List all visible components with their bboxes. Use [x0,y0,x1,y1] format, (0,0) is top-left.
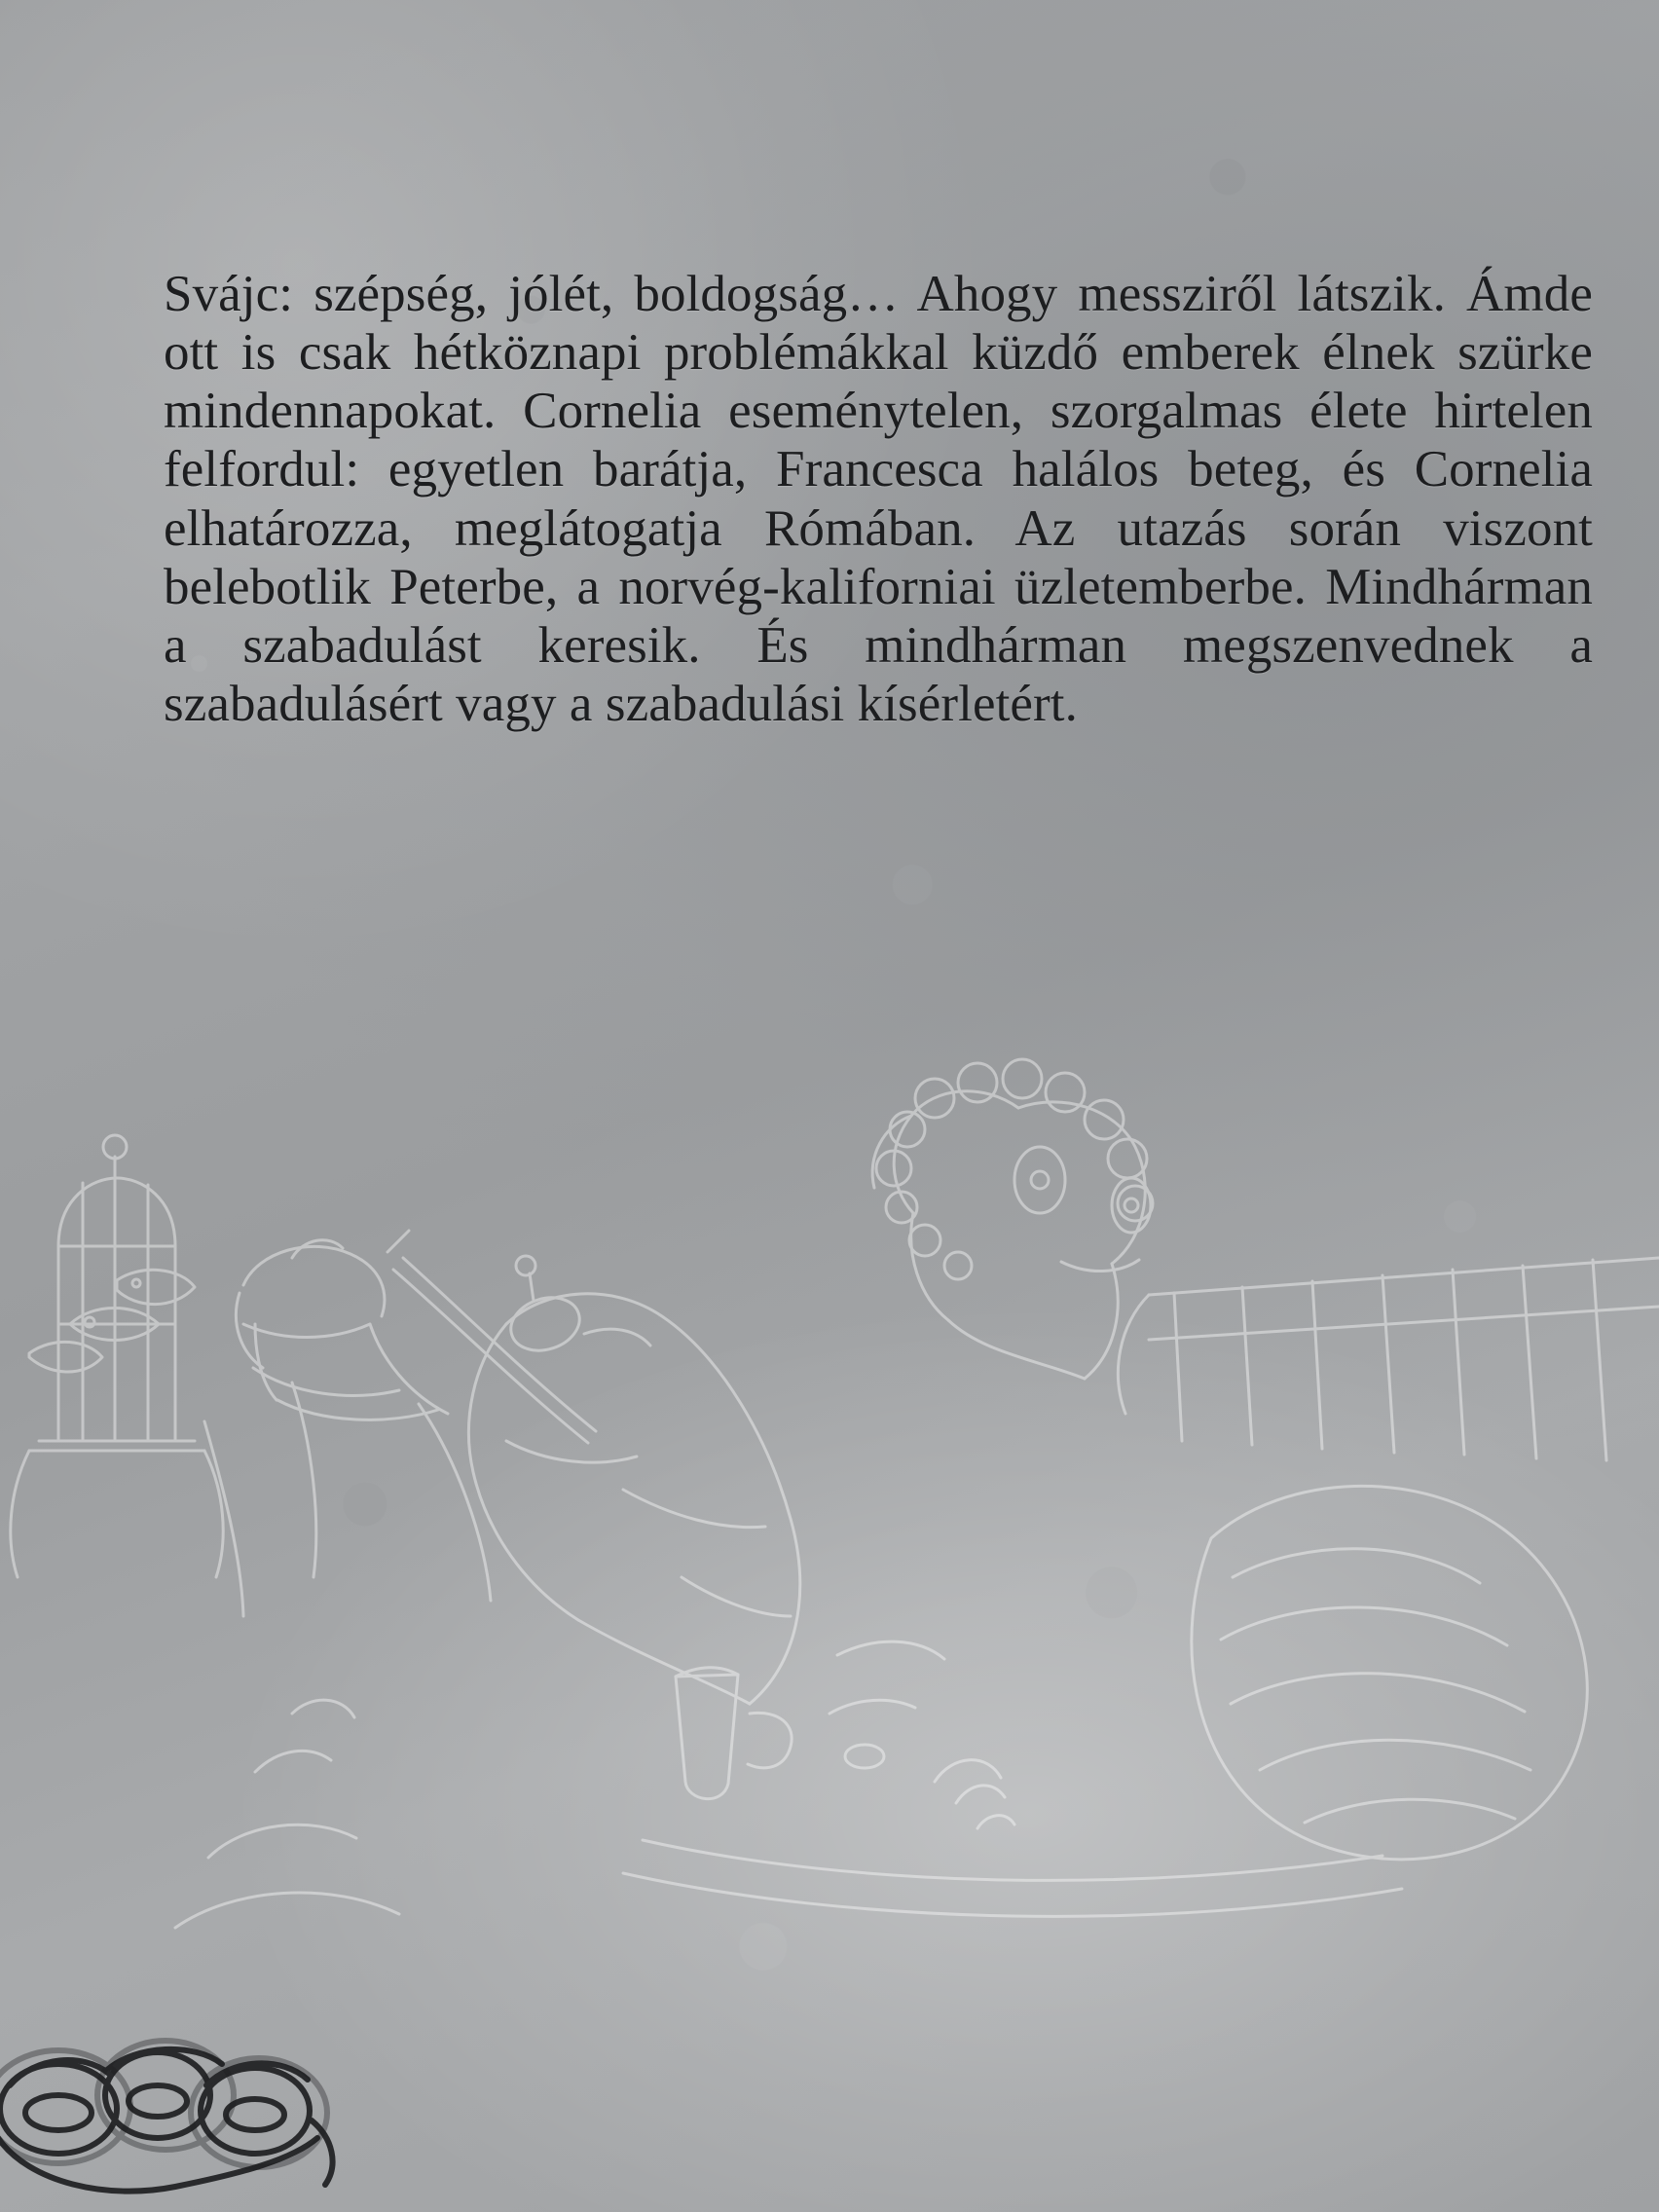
bottom-left-doodle [0,1992,448,2212]
blurb-paragraph: Svájc: szépség, jólét, boldogság… Ahogy messziről látszik. Ámde ott is csak hétköznapi problémákkal küzdő emberek élnek szürke mindennapokat. Cornelia eseménytelen, szorgalmas élete hirtelen felfordul: egyetlen barátja, Francesca halálos beteg, és Cornelia elhatározza, meglátogatja Rómában. Az utazás során viszont belebotlik Peterbe, a norvég-kaliforniai üzletemberbe. Mindhárman a szabadulást keresik. És mindhárman megszenvednek a szabadulásért vagy a szabadulási kísérletért. [164,266,1593,732]
back-cover-blurb [164,265,1593,733]
line-art-illustration [0,1032,1659,2132]
